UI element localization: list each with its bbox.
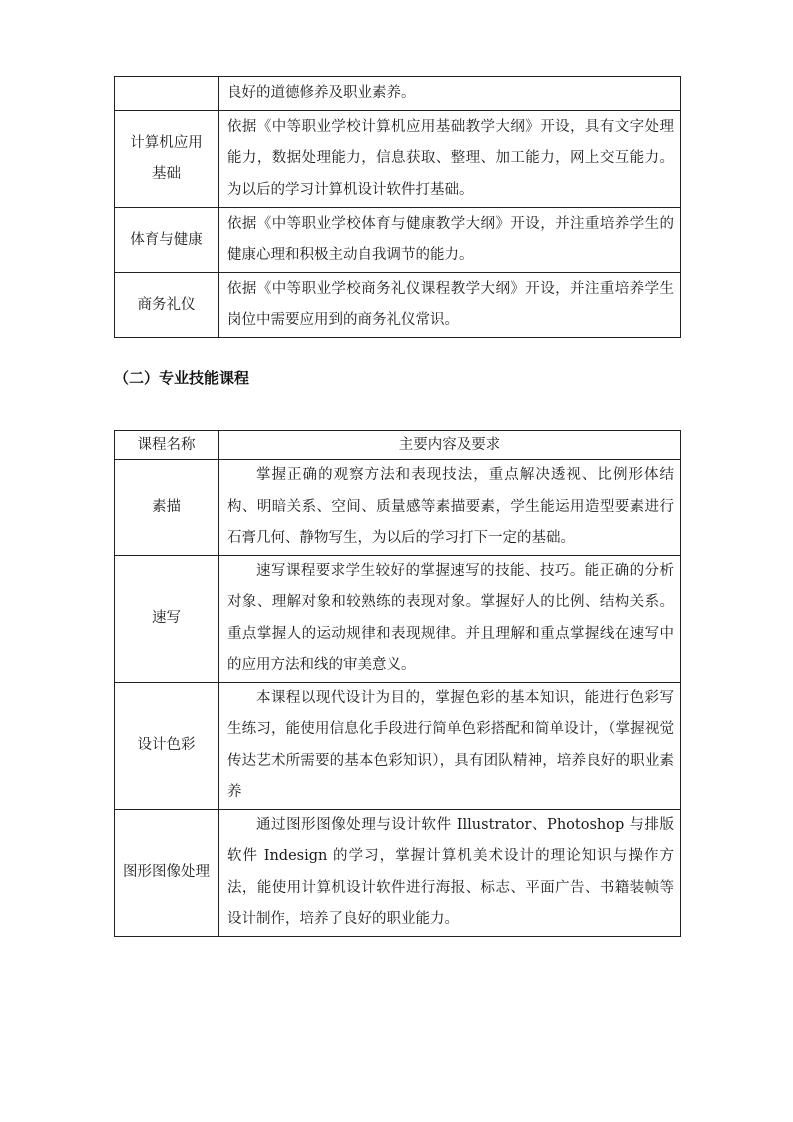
table-header-row bbox=[115, 431, 681, 460]
course-content-cell: 本课程以现代设计为目的，掌握色彩的基本知识，能进行色彩写生练习，能使用信息化手段进行简单色彩搭配和简单设计，（掌握视觉传达艺术所需要的基本色彩知识），具有团队精神，培养良好的职业素养 bbox=[219, 682, 681, 809]
table-row bbox=[115, 77, 681, 111]
general-course-table bbox=[114, 76, 681, 338]
column-header-course-name: 课程名称 bbox=[115, 431, 219, 460]
table-row bbox=[115, 555, 681, 682]
course-name-cell bbox=[115, 77, 219, 111]
course-name-cell: 图形图像处理 bbox=[115, 809, 219, 936]
course-name-cell: 设计色彩 bbox=[115, 682, 219, 809]
skill-course-table bbox=[114, 430, 681, 937]
course-content-cell: 依据《中等职业学校体育与健康教学大纲》开设，并注重培养学生的健康心理和积极主动自我调节的能力。 bbox=[219, 208, 681, 273]
course-name-cell: 速写 bbox=[115, 555, 219, 682]
course-name-cell: 商务礼仪 bbox=[115, 273, 219, 338]
course-content-cell: 通过图形图像处理与设计软件 Illustrator、Photoshop 与排版软件 Indesign 的学习，掌握计算机美术设计的理论知识与操作方法，能使用计算机设计软件进行海报、标志、平面广告、书籍装帧等设计制作，培养了良好的职业能力。 bbox=[219, 809, 681, 936]
course-content-cell: 良好的道德修养及职业素养。 bbox=[219, 77, 681, 111]
section-heading: （二）专业技能课程 bbox=[114, 369, 250, 387]
course-content-cell: 掌握正确的观察方法和表现技法，重点解决透视、比例形体结构、明暗关系、空间、质量感等素描要素，学生能运用造型要素进行石膏几何、静物写生，为以后的学习打下一定的基础。 bbox=[219, 460, 681, 556]
course-name-cell: 计算机应用基础 bbox=[115, 111, 219, 208]
table-row bbox=[115, 273, 681, 338]
table-row bbox=[115, 208, 681, 273]
course-name-cell: 素描 bbox=[115, 460, 219, 556]
course-content-cell: 速写课程要求学生较好的掌握速写的技能、技巧。能正确的分析对象、理解对象和较熟练的表现对象。掌握好人的比例、结构关系。重点掌握人的运动规律和表现规律。并且理解和重点掌握线在速写中的应用方法和线的审美意义。 bbox=[219, 555, 681, 682]
course-name-cell: 体育与健康 bbox=[115, 208, 219, 273]
table-row bbox=[115, 809, 681, 936]
table-row bbox=[115, 111, 681, 208]
course-content-cell: 依据《中等职业学校计算机应用基础教学大纲》开设，具有文字处理能力，数据处理能力，信息获取、整理、加工能力，网上交互能力。为以后的学习计算机设计软件打基础。 bbox=[219, 111, 681, 208]
column-header-content: 主要内容及要求 bbox=[219, 431, 681, 460]
table-row bbox=[115, 460, 681, 556]
course-content-cell: 依据《中等职业学校商务礼仪课程教学大纲》开设，并注重培养学生岗位中需要应用到的商务礼仪常识。 bbox=[219, 273, 681, 338]
table-row bbox=[115, 682, 681, 809]
